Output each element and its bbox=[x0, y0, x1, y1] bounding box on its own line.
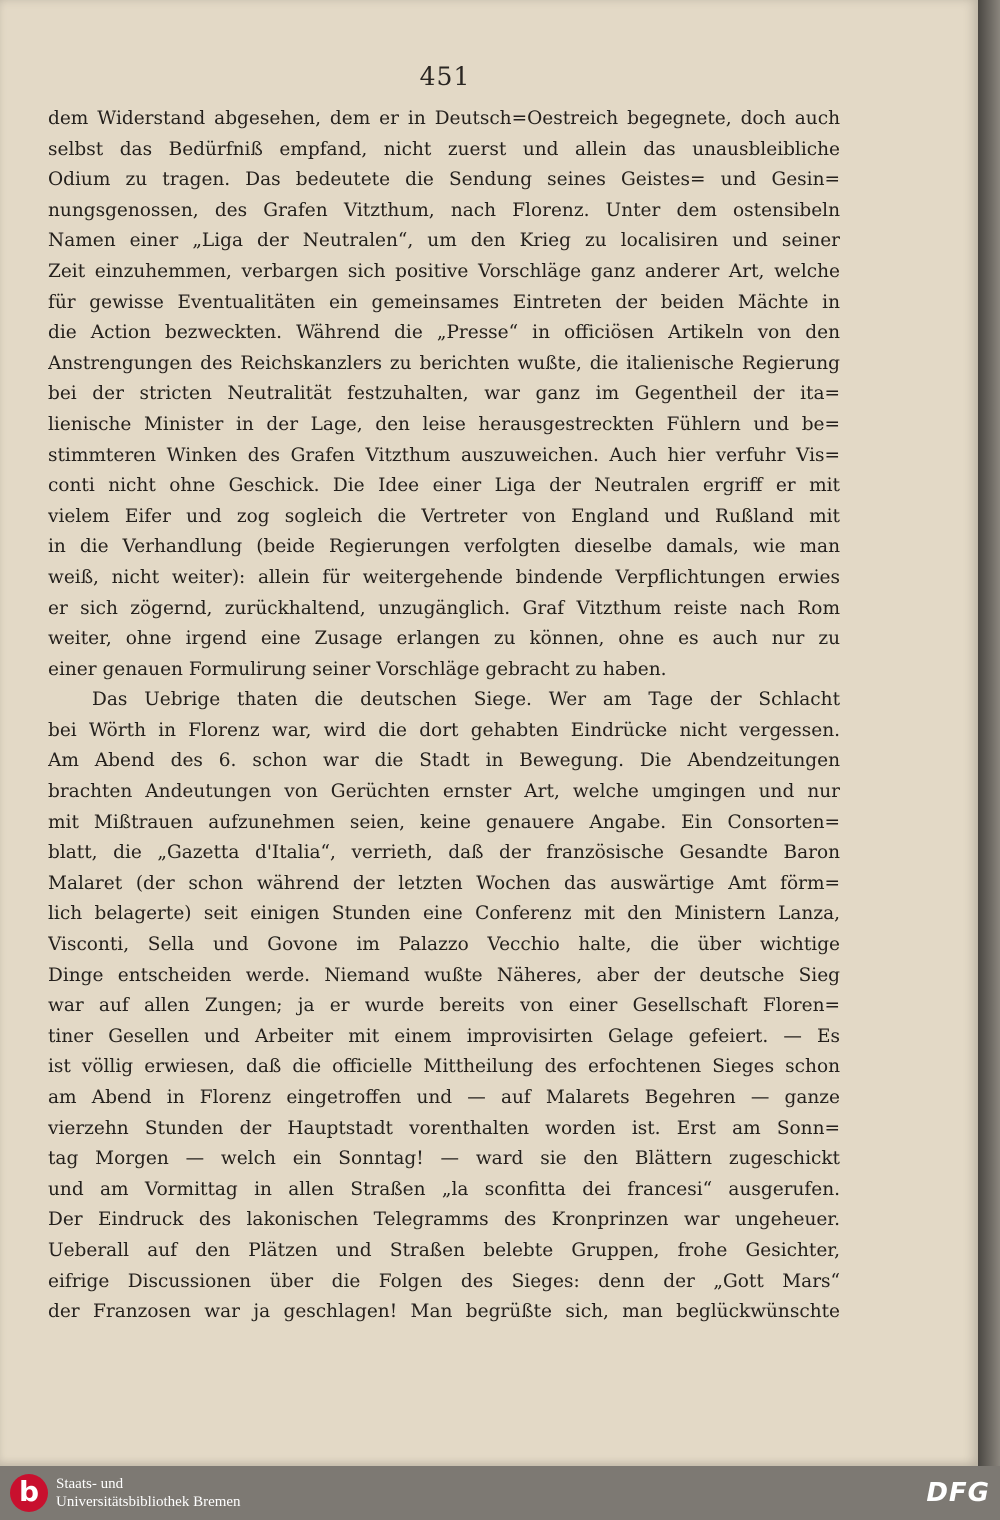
footer-bar bbox=[0, 1466, 1000, 1520]
text-line: Am Abend des 6. schon war die Stadt in Bewegung. Die Abendzeitungen bbox=[48, 750, 840, 772]
text-line: nungsgenossen, des Grafen Vitzthum, nach Florenz. Unter dem ostensibeln bbox=[48, 199, 840, 221]
text-line: tiner Gesellen und Arbeiter mit einem improvisirten Gelage gefeiert. — Es bbox=[48, 1025, 840, 1047]
text-line: bei Wörth in Florenz war, wird die dort gehabten Eindrücke nicht vergessen. bbox=[48, 719, 840, 741]
text-line: selbst das Bedürfniß empfand, nicht zuerst und allein das unausbleibliche bbox=[48, 138, 840, 160]
text-line: brachten Andeutungen von Gerüchten ernster Art, welche umgingen und nur bbox=[48, 781, 840, 803]
text-line: für gewisse Eventualitäten ein gemeinsames Eintreten der beiden Mächte in bbox=[48, 291, 840, 313]
text-line: weiß, nicht weiter): allein für weitergehende bindende Verpflichtungen erwies bbox=[48, 566, 840, 588]
text-line: Zeit einzuhemmen, verbargen sich positive Vorschläge ganz anderer Art, welche bbox=[48, 260, 840, 282]
text-line: Odium zu tragen. Das bedeutete die Sendung seines Geistes= und Gesin= bbox=[48, 169, 840, 191]
page-number: 451 bbox=[419, 62, 471, 91]
text-line: Anstrengungen des Reichskanzlers zu berichten wußte, die italienische Regierung bbox=[48, 352, 840, 374]
text-line: in die Verhandlung (beide Regierungen verfolgten dieselbe damals, wie man bbox=[48, 536, 840, 558]
text-line: stimmteren Winken des Grafen Vitzthum auszuweichen. Auch hier verfuhr Vis= bbox=[48, 444, 840, 466]
library-logo-icon[interactable]: b bbox=[10, 1474, 48, 1512]
text-line: der Franzosen war ja geschlagen! Man begrüßte sich, man beglückwünschte bbox=[48, 1301, 840, 1323]
text-line: und am Vormittag in allen Straßen „la sconfitta dei francesi“ ausgerufen. bbox=[48, 1178, 840, 1200]
text-line: er sich zögernd, zurückhaltend, unzugänglich. Graf Vitzthum reiste nach Rom bbox=[48, 597, 840, 619]
text-line: mit Mißtrauen aufzunehmen seien, keine genauere Angabe. Ein Consorten= bbox=[48, 811, 840, 833]
text-line: Dinge entscheiden werde. Niemand wußte Näheres, aber der deutsche Sieg bbox=[48, 964, 840, 986]
text-line: bei der stricten Neutralität festzuhalten, war ganz im Gegentheil der ita= bbox=[48, 383, 840, 405]
text-line: einer genauen Formulirung seiner Vorschläge gebracht zu haben. bbox=[48, 658, 667, 680]
text-line: ist völlig erwiesen, daß die officielle Mittheilung des erfochtenen Sieges schon bbox=[48, 1056, 840, 1078]
text-line: blatt, die „Gazetta d'Italia“, verrieth, daß der französische Gesandte Baron bbox=[48, 842, 840, 864]
text-line: Namen einer „Liga der Neutralen“, um den Krieg zu localisiren und seiner bbox=[48, 230, 840, 252]
library-name[interactable] bbox=[56, 1475, 241, 1511]
text-line: am Abend in Florenz eingetroffen und — auf Malarets Begehren — ganze bbox=[48, 1087, 840, 1108]
dfg-logo[interactable]: DFG bbox=[926, 1478, 990, 1508]
text-line: war auf allen Zungen; ja er wurde bereits von einer Gesellschaft Floren= bbox=[48, 995, 840, 1017]
library-name-line2: Universitätsbibliothek Bremen bbox=[56, 1494, 241, 1510]
text-line: weiter, ohne irgend eine Zusage erlangen zu können, ohne es auch nur zu bbox=[48, 628, 840, 650]
text-line: Ueberall auf den Plätzen und Straßen belebte Gruppen, frohe Gesichter, bbox=[48, 1239, 840, 1261]
text-line: tag Morgen — welch ein Sonntag! — ward sie den Blättern zugeschickt bbox=[48, 1148, 840, 1170]
library-name-line1: Staats- und bbox=[56, 1476, 124, 1492]
text-line: vielem Eifer und zog sogleich die Vertreter von England und Rußland mit bbox=[48, 505, 840, 527]
text-line: dem Widerstand abgesehen, dem er in Deutsch=Oestreich begegnete, doch auch bbox=[48, 108, 840, 129]
text-line: conti nicht ohne Geschick. Die Idee einer Liga der Neutralen ergriff er mit bbox=[48, 475, 840, 497]
text-line: vierzehn Stunden der Hauptstadt vorenthalten worden ist. Erst am Sonn= bbox=[48, 1117, 840, 1139]
text-line: Das Uebrige thaten die deutschen Siege. Wer am Tage der Schlacht bbox=[92, 689, 840, 711]
text-line: Visconti, Sella und Govone im Palazzo Vecchio halte, die über wichtige bbox=[48, 934, 840, 956]
text-line: Der Eindruck des lakonischen Telegramms des Kronprinzen war ungeheuer. bbox=[48, 1209, 840, 1231]
body-text bbox=[48, 104, 840, 1328]
text-line: lich belagerte) seit einigen Stunden eine Conferenz mit den Ministern Lanza, bbox=[48, 903, 840, 925]
text-line: die Action bezweckten. Während die „Presse“ in officiösen Artikeln von den bbox=[48, 322, 840, 344]
text-line: Malaret (der schon während der letzten Wochen das auswärtige Amt förm= bbox=[48, 872, 840, 894]
page-edge-shadow bbox=[978, 0, 1000, 1466]
text-line: lienische Minister in der Lage, den leise herausgestreckten Fühlern und be= bbox=[48, 413, 840, 435]
text-line: eifrige Discussionen über die Folgen des Sieges: denn der „Gott Mars“ bbox=[48, 1270, 840, 1292]
